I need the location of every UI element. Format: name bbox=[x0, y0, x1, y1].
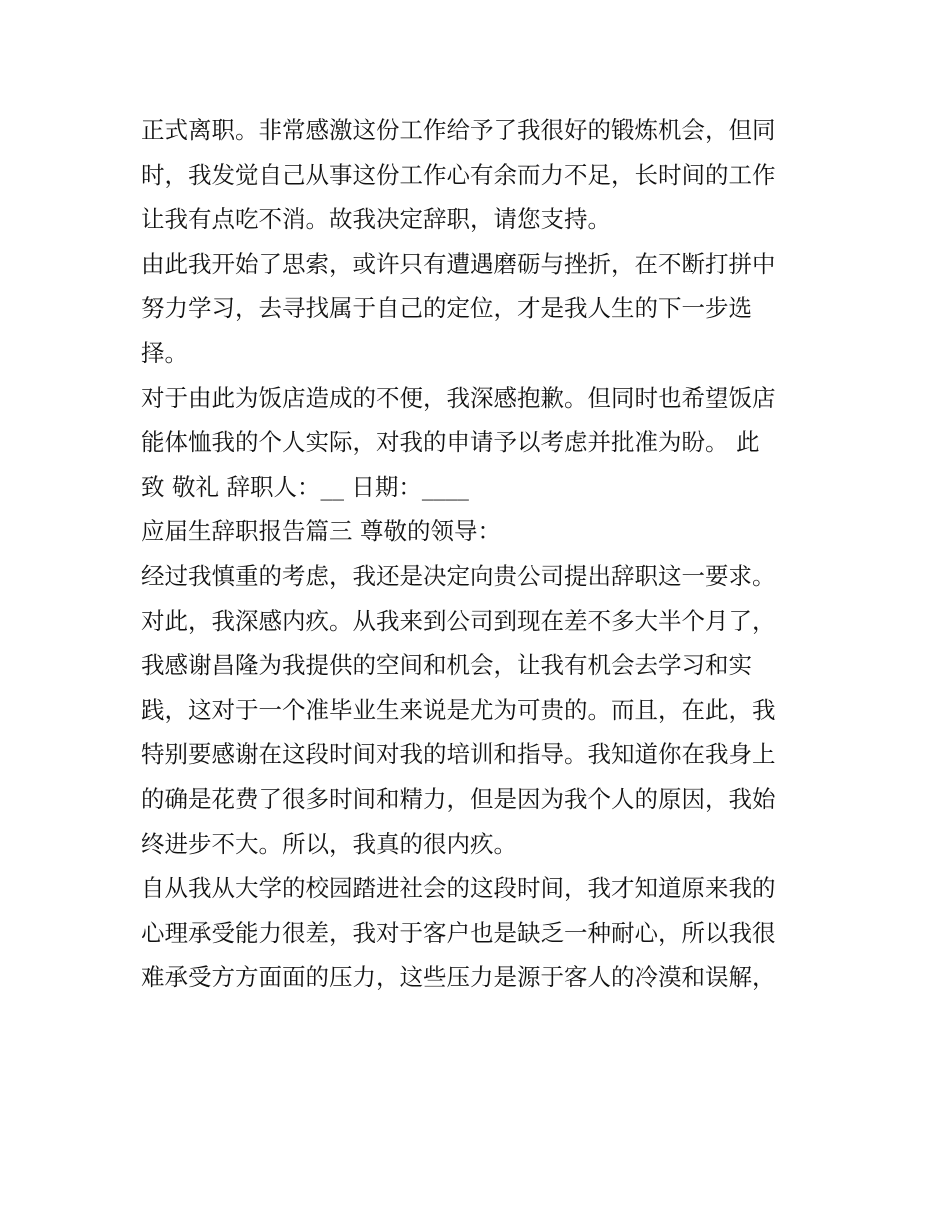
text-line: 对于由此为饭店造成的不便，我深感抱歉。但同时也希望饭店 bbox=[141, 383, 776, 412]
text-line: 能体恤我的个人实际，对我的申请予以考虑并批准为盼。 此 bbox=[141, 428, 760, 457]
text-line: 心理承受能力很差，我对于客户也是缺乏一种耐心，所以我很 bbox=[141, 918, 776, 947]
text-line: 践，这对于一个准毕业生来说是尤为可贵的。而且，在此，我 bbox=[141, 695, 776, 724]
text-line: 努力学习，去寻找属于自己的定位，才是我人生的下一步选 bbox=[141, 294, 752, 323]
document-body bbox=[141, 108, 821, 1000]
paragraph bbox=[141, 108, 821, 242]
paragraph bbox=[141, 866, 821, 1000]
text-line: 我感谢昌隆为我提供的空间和机会，让我有机会去学习和实 bbox=[141, 651, 752, 680]
text-line: 终进步不大。所以，我真的很内疚。 bbox=[141, 829, 517, 858]
text-line: 难承受方方面面的压力，这些压力是源于客人的冷漠和误解， bbox=[141, 963, 776, 992]
text-line: 让我有点吃不消。故我决定辞职，请您支持。 bbox=[141, 205, 611, 234]
text-line: 时，我发觉自己从事这份工作心有余而力不足，长时间的工作 bbox=[141, 160, 776, 189]
text-line: 由此我开始了思索，或许只有遭遇磨砺与挫折，在不断打拼中 bbox=[141, 249, 776, 278]
text-line: 经过我慎重的考虑，我还是决定向贵公司提出辞职这一要求。 bbox=[141, 561, 776, 590]
text-line: 特别要感谢在这段时间对我的培训和指导。我知道你在我身上 bbox=[141, 740, 776, 769]
text-line: 择。 bbox=[141, 338, 188, 367]
paragraph bbox=[141, 376, 821, 510]
text-line: 应届生辞职报告篇三 尊敬的领导： bbox=[141, 517, 501, 546]
section-heading bbox=[141, 509, 821, 554]
text-line: 的确是花费了很多时间和精力，但是因为我个人的原因，我始 bbox=[141, 784, 776, 813]
paragraph bbox=[141, 242, 821, 376]
paragraph bbox=[141, 554, 821, 866]
text-line: 对此，我深感内疚。从我来到公司到现在差不多大半个月了， bbox=[141, 606, 776, 635]
text-line: 正式离职。非常感激这份工作给予了我很好的锻炼机会，但同 bbox=[141, 116, 776, 144]
text-line: 致 敬礼 辞职人：__ 日期：____ bbox=[141, 472, 469, 501]
text-line: 自从我从大学的校园踏进社会的这段时间，我才知道原来我的 bbox=[141, 874, 776, 903]
